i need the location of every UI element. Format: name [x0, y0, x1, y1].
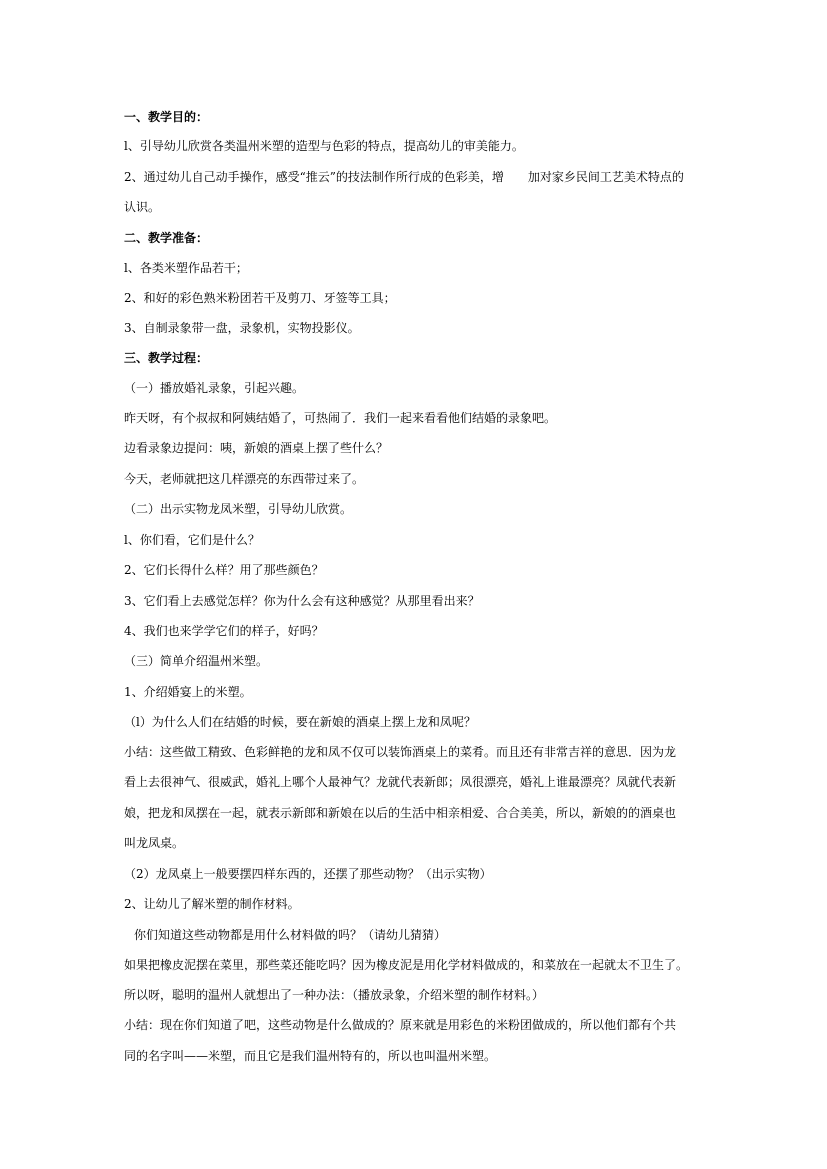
paragraph-line: l、你们看，它们是什么？ — [124, 533, 260, 547]
paragraph-line: 同的名字叫——米塑，而且它是我们温州特有的，所以也叫温州米塑。 — [124, 1049, 497, 1063]
paragraph-line: （2）龙凤桌上一般要摆四样东西的，还摆了那些动物？（出示实物） — [124, 867, 492, 881]
paragraph-line: 3、自制录象带一盘，录象机，实物投影仪。 — [124, 321, 360, 335]
paragraph-line: 4、我们也来学学它们的样子，好吗？ — [124, 624, 324, 638]
paragraph-line: l、各类米塑作品若干； — [124, 261, 248, 275]
paragraph-line: 2、让幼儿了解米塑的制作材料。 — [124, 897, 300, 911]
paragraph-line: 所以呀，聪明的温州人就想出了一种办法：（播放录象，介绍米塑的制作材料。） — [124, 988, 545, 1002]
paragraph-line: （二）出示实物龙凤米塑，引导幼儿欣赏。 — [124, 502, 353, 516]
paragraph-line: （一）播放婚礼录象，引起兴趣。 — [124, 381, 305, 395]
paragraph-line: 认识。 — [124, 200, 161, 214]
paragraph-line: 2、通过幼儿自己动手操作，感受“推云”的技法制作所行成的色彩美，增 加对家乡民间工艺美术特点的 — [124, 170, 684, 184]
paragraph-line: 你们知道这些动物都是用什么材料做的吗？（请幼儿猜猜） — [134, 928, 447, 942]
heading-teaching-preparation: 二、教学准备： — [124, 231, 209, 245]
paragraph-line: l、引导幼儿欣赏各类温州米塑的造型与色彩的特点，提高幼儿的审美能力。 — [124, 139, 524, 153]
paragraph-line: （l）为什么人们在结婚的时候，要在新娘的酒桌上摆上龙和凤呢？ — [124, 715, 476, 729]
paragraph-line: 1、介绍婚宴上的米塑。 — [124, 685, 252, 699]
paragraph-line: 娘，把龙和凤摆在一起，就表示新郎和新娘在以后的生活中相亲相爱、合合美美，所以，新娘的的酒桌也 — [124, 806, 677, 820]
paragraph-line: 小结：这些做工精致、色彩鲜艳的龙和凤不仅可以装饰酒桌上的菜肴。而且还有非常吉祥的意思．因为龙 — [124, 745, 677, 759]
paragraph-line: 小结：现在你们知道了吧，这些动物是什么做成的？原来就是用彩色的米粉团做成的，所以他们都有个共 — [124, 1018, 677, 1032]
paragraph-line: 今天，老师就把这几样漂亮的东西带过来了。 — [124, 472, 365, 486]
paragraph-line: 看上去很神气、很威武，婚礼上哪个人最神气？龙就代表新郎；凤很漂亮，婚礼上谁最漂亮？凤就代表新 — [124, 775, 677, 789]
paragraph-line: 如果把橡皮泥摆在菜里，那些菜还能吃吗？因为橡皮泥是用化学材料做成的，和菜放在一起就太不卫生了。 — [124, 958, 689, 972]
paragraph-line: 昨天呀，有个叔叔和阿姨结婚了，可热闹了．我们一起来看看他们结婚的录象吧。 — [124, 411, 557, 425]
paragraph-line: 3、它们看上去感觉怎样？你为什么会有这种感觉？从那里看出来？ — [124, 594, 480, 608]
paragraph-line: 叫龙凤桌。 — [124, 836, 185, 850]
heading-teaching-goals: 一、教学目的： — [124, 110, 209, 124]
paragraph-line: 2、它们长得什么样？用了那些颜色？ — [124, 563, 324, 577]
heading-teaching-process: 三、教学过程： — [124, 351, 209, 365]
paragraph-line: （三）简单介绍温州米塑。 — [124, 654, 269, 668]
paragraph-line: 边看录象边提问：咦，新娘的酒桌上摆了些什么？ — [124, 441, 389, 455]
paragraph-line: 2、和好的彩色熟米粉团若干及剪刀、牙签等工具； — [124, 291, 396, 305]
